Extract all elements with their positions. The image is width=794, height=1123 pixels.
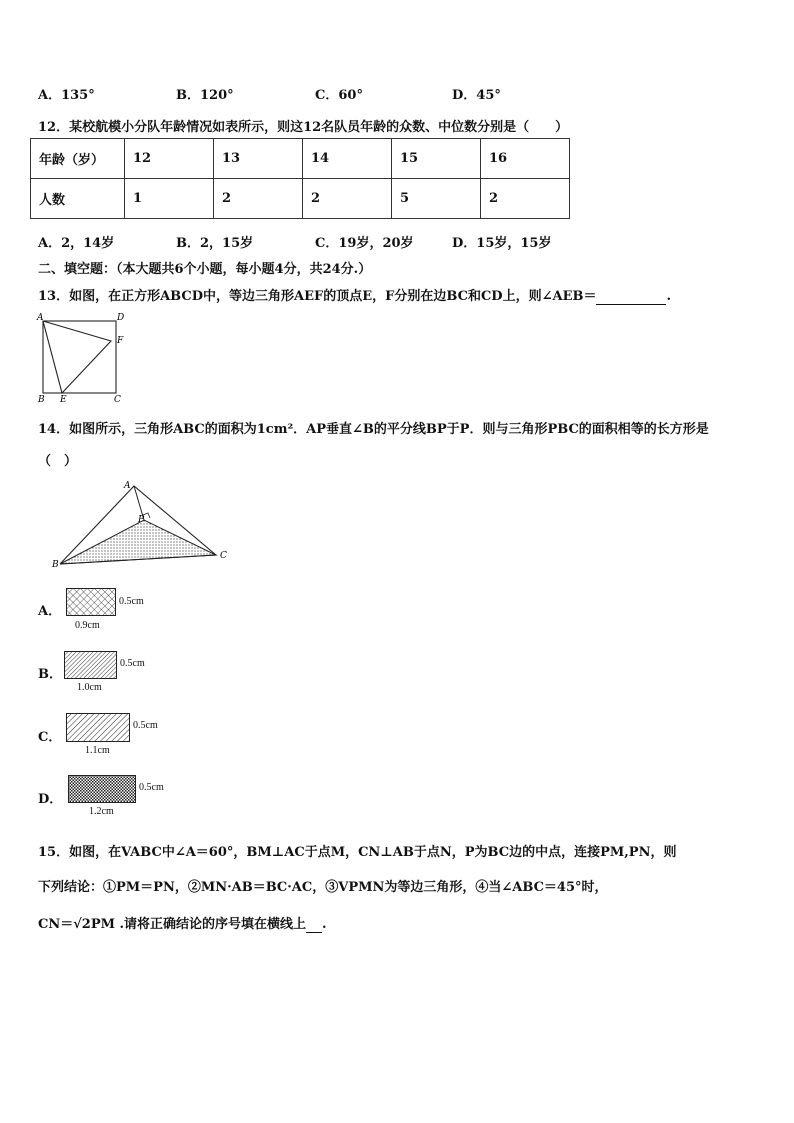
- q14-option-b-letter: B．: [38, 667, 62, 682]
- q12-option-b: B．2，15岁: [176, 236, 254, 251]
- table-cell: 人数: [31, 179, 125, 219]
- q14-stem-line2: （ ）: [38, 454, 78, 469]
- answer-blank: [306, 917, 322, 933]
- q14-option-d-width: 1.2cm: [89, 806, 114, 817]
- q14-option-c-rect: [66, 713, 130, 746]
- q14-option-b-rect: [64, 651, 117, 683]
- age-table: [30, 138, 570, 219]
- label-b: B: [38, 395, 45, 403]
- q14-option-d-letter: D．: [38, 792, 63, 807]
- q14-option-a-height: 0.5cm: [119, 596, 144, 607]
- table-cell: 年龄（岁）: [31, 139, 125, 179]
- q13-square-figure: [34, 311, 134, 403]
- q14-option-b-width: 1.0cm: [77, 682, 102, 693]
- label-a: A: [124, 481, 131, 491]
- label-d: D: [117, 313, 125, 323]
- q12-option-d: D．15岁，15岁: [452, 236, 552, 251]
- q14-option-a-width: 0.9cm: [75, 620, 100, 631]
- q11-option-a: A．135°: [38, 88, 95, 103]
- q11-option-d: D．45°: [452, 88, 501, 103]
- q14-stem-line1: 14．如图所示，三角形ABC的面积为1cm²．AP垂直∠B的平分线BP于P．则与三角形PBC的面积相等的长方形是: [38, 422, 709, 437]
- q11-option-b: B．120°: [176, 88, 234, 103]
- q14-option-d-rect: [68, 775, 136, 807]
- q13-stem: 13．如图，在正方形ABCD中，等边三角形AEF的顶点E，F分别在边BC和CD上，则∠AEB＝ .: [38, 289, 671, 304]
- table-cell: 16: [481, 139, 570, 179]
- label-a: A: [37, 313, 44, 323]
- label-c: C: [220, 551, 227, 561]
- label-b: B: [52, 560, 59, 570]
- table-row: [31, 179, 570, 219]
- q14-option-c-letter: C．: [38, 730, 62, 745]
- section-heading: 二、填空题：（本大题共6个小题，每小题4分，共24分.）: [38, 262, 372, 277]
- q11-option-c: C．60°: [315, 88, 363, 103]
- q14-option-a-rect: [66, 588, 116, 620]
- table-cell: 14: [303, 139, 392, 179]
- q12-option-a: A．2，14岁: [38, 236, 115, 251]
- q15-line3: CN＝√2PM .请将正确结论的序号填在横线上 .: [38, 917, 327, 932]
- q12-stem: 12．某校航模小分队年龄情况如表所示，则这12名队员年龄的众数、中位数分别是（ ）: [38, 120, 569, 135]
- q14-option-b-height: 0.5cm: [120, 658, 145, 669]
- table-cell: 13: [214, 139, 303, 179]
- label-p: P: [138, 515, 145, 525]
- q14-option-d-height: 0.5cm: [139, 782, 164, 793]
- q14-triangle-figure: [50, 478, 240, 570]
- label-e: E: [60, 395, 67, 403]
- q12-option-c: C．19岁，20岁: [315, 236, 414, 251]
- table-cell: 15: [392, 139, 481, 179]
- table-row: [31, 139, 570, 179]
- table-cell: 2: [481, 179, 570, 219]
- table-cell: 2: [214, 179, 303, 219]
- table-cell: 12: [125, 139, 214, 179]
- q14-option-c-height: 0.5cm: [133, 720, 158, 731]
- table-cell: 1: [125, 179, 214, 219]
- table-cell: 5: [392, 179, 481, 219]
- q15-line1: 15．如图，在VABC中∠A＝60°，BM⊥AC于点M，CN⊥AB于点N，P为BC边的中点，连接PM,PN，则: [38, 845, 677, 860]
- q15-line2: 下列结论：①PM＝PN，②MN·AB＝BC·AC，③VPMN为等边三角形，④当∠ABC＝45°时，: [38, 880, 608, 895]
- q14-option-a-letter: A．: [38, 604, 62, 619]
- q14-option-c-width: 1.1cm: [85, 745, 110, 756]
- label-f: F: [117, 336, 124, 346]
- table-cell: 2: [303, 179, 392, 219]
- answer-blank: [596, 289, 666, 305]
- label-c: C: [114, 395, 121, 403]
